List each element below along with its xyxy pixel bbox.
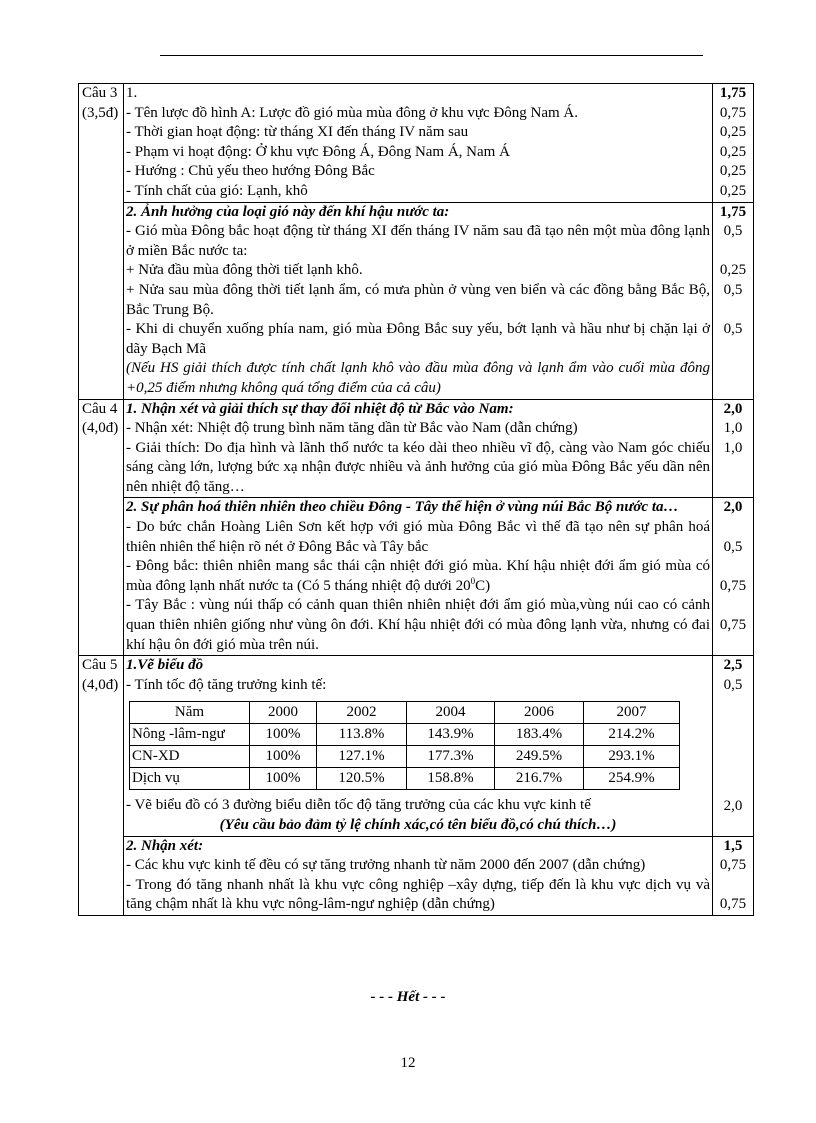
table-cell: 254.9% bbox=[584, 768, 680, 790]
q5-part2-content bbox=[124, 836, 713, 915]
table-cell: 158.8% bbox=[407, 768, 495, 790]
q3-part2-title: 2. Ảnh hưởng của loại gió này đến khí hậu nước ta: bbox=[126, 203, 450, 220]
degree-sup: 0 bbox=[470, 575, 476, 586]
q4-part2-content bbox=[124, 498, 713, 656]
q4-part2-para: - Tây Bắc : vùng núi thấp có cảnh quan thiên nhiên nhiệt đới ẩm gió mùa,vùng núi cao có cảnh quan thiên nhiên giống như vùng ôn đới. Khí hậu nhiệt đới có mùa đông lạnh vừa, nhưng có đai khí hậu ôn đới gió mùa trên núi. bbox=[126, 597, 710, 653]
q3-points: (3,5đ) bbox=[82, 104, 119, 121]
q5-part1-row bbox=[79, 656, 754, 836]
table-header-cell: 2007 bbox=[584, 702, 680, 724]
score: 0,5 bbox=[723, 321, 743, 338]
score: 0,75 bbox=[719, 577, 747, 594]
table-header-cell: 2000 bbox=[250, 702, 317, 724]
table-cell: 216.7% bbox=[495, 768, 584, 790]
q4-part2-row bbox=[79, 498, 754, 656]
score: 0,25 bbox=[719, 143, 747, 160]
table-cell: Nông -lâm-ngư bbox=[130, 724, 250, 746]
q3-part2-para: - Khi di chuyển xuống phía nam, gió mùa Đông Bắc suy yếu, bớt lạnh và hầu như bị chặn lại ở dãy Bạch Mã bbox=[126, 321, 710, 357]
q3-part2-row bbox=[79, 202, 754, 399]
q5-part2-title: 2. Nhận xét: bbox=[126, 837, 204, 854]
q3-part1-title: 1. bbox=[126, 85, 138, 101]
q5-part1-content bbox=[124, 656, 713, 836]
q3-part2-para: + Nửa sau mùa đông thời tiết lạnh ẩm, có mưa phùn ở vùng ven biển và các đồng bằng Bắc Bộ, Bắc Trung Bộ. bbox=[126, 281, 710, 318]
end-marker: - - - Hết - - - bbox=[370, 989, 446, 1005]
q3-label-cell bbox=[79, 84, 124, 400]
q5-part1-note: (Yêu cầu bảo đảm tỷ lệ chính xác,có tên biểu đồ,có chú thích…) bbox=[219, 817, 617, 833]
q5-part1-para: - Tính tốc độ tăng trưởng kinh tế: bbox=[126, 676, 327, 693]
q4-points: (4,0đ) bbox=[82, 420, 119, 437]
page-number: 12 bbox=[400, 1055, 416, 1071]
table-cell: Dịch vụ bbox=[130, 768, 250, 790]
q5-part1-para: - Vẽ biểu đồ có 3 đường biểu diễn tốc độ tăng trưởng của các khu vực kinh tế bbox=[126, 797, 591, 814]
q3-part1-line: - Hướng : Chủ yếu theo hướng Đông Bắc bbox=[126, 163, 375, 180]
table-header-cell: 2006 bbox=[495, 702, 584, 724]
table-cell: 100% bbox=[250, 724, 317, 746]
q4-label-cell bbox=[79, 399, 124, 656]
q3-part2-content bbox=[124, 202, 713, 399]
q4-part1-para: - Giải thích: Do địa hình và lãnh thổ nước ta kéo dài theo nhiều vĩ độ, càng vào Nam góc chiếu sáng càng lớn, lượng bức xạ nhận được nhiều và ảnh hưởng của gió mùa Đông Bắc yếu dần nên nên nhiệt độ tăng… bbox=[126, 439, 710, 495]
q4-part2-scores bbox=[713, 498, 754, 656]
score: 0,75 bbox=[719, 617, 747, 634]
q4-part2-title: 2. Sự phân hoá thiên nhiên theo chiều Đông - Tây thể hiện ở vùng núi Bắc Bộ nước ta… bbox=[126, 499, 679, 516]
q3-part2-para: + Nửa đầu mùa đông thời tiết lạnh khô. bbox=[126, 262, 363, 279]
table-cell: 100% bbox=[250, 768, 317, 790]
score: 0,5 bbox=[723, 223, 743, 240]
q4-part2-score: 2,0 bbox=[723, 499, 743, 516]
q3-label: Câu 3 bbox=[82, 85, 118, 101]
q5-part2-para: - Trong đó tăng nhanh nhất là khu vực công nghiệp –xây dựng, tiếp đến là khu vực dịch vụ và tăng chậm nhất là khu vực nông-lâm-ngư nghiệp (dẫn chứng) bbox=[126, 876, 710, 913]
q5-label: Câu 5 bbox=[82, 657, 118, 674]
score: 0,5 bbox=[723, 538, 743, 555]
q5-part1-title: 1.Vẽ biểu đồ bbox=[126, 657, 204, 674]
q4-part1-title: 1. Nhận xét và giải thích sự thay đổi nhiệt độ từ Bắc vào Nam: bbox=[126, 400, 514, 417]
table-cell: 214.2% bbox=[584, 724, 680, 746]
score: 0,75 bbox=[719, 857, 747, 874]
table-cell: CN-XD bbox=[130, 746, 250, 768]
answer-table bbox=[78, 83, 754, 916]
table-cell: 249.5% bbox=[495, 746, 584, 768]
q3-part1-line: - Phạm vi hoạt động: Ở khu vực Đông Á, Đông Nam Á, Nam Á bbox=[126, 143, 510, 160]
table-cell: 177.3% bbox=[407, 746, 495, 768]
q5-part2-score: 1,5 bbox=[723, 837, 743, 854]
q4-part1-score: 2,0 bbox=[723, 400, 743, 417]
q4-part2-p2-tail: C) bbox=[475, 577, 491, 594]
score: 1,0 bbox=[723, 420, 743, 437]
table-row bbox=[130, 768, 680, 790]
q3-part1-line: - Tính chất của gió: Lạnh, khô bbox=[126, 182, 308, 199]
score: 0,25 bbox=[719, 182, 747, 199]
growth-table bbox=[129, 701, 680, 790]
score: 0,25 bbox=[719, 262, 747, 279]
q5-part2-row bbox=[79, 836, 754, 915]
q4-label: Câu 4 bbox=[82, 400, 118, 417]
q5-part1-scores bbox=[713, 656, 754, 836]
q3-part1-content bbox=[124, 84, 713, 203]
q5-points: (4,0đ) bbox=[82, 676, 119, 693]
table-header-cell: 2002 bbox=[317, 702, 407, 724]
table-cell: 127.1% bbox=[317, 746, 407, 768]
q3-part2-scores bbox=[713, 202, 754, 399]
q3-part2-para: - Gió mùa Đông bắc hoạt động từ tháng XI đến tháng IV năm sau đã tạo nên một mùa đông lạnh ở miền Bắc nước ta: bbox=[126, 223, 710, 259]
table-header-cell: 2004 bbox=[407, 702, 495, 724]
q3-part1-row bbox=[79, 84, 754, 203]
q3-part2-note: (Nếu HS giải thích được tính chất lạnh khô vào đầu mùa đông và lạnh ẩm vào cuối mùa đông +0,25 điểm nhưng không quá tổng điểm của cả câu) bbox=[126, 360, 710, 396]
table-header-cell: Năm bbox=[130, 702, 250, 724]
q3-part1-line: - Tên lược đồ hình A: Lược đồ gió mùa mùa đông ở khu vực Đông Nam Á. bbox=[126, 104, 579, 121]
header-rule bbox=[160, 55, 703, 56]
q4-part2-para bbox=[126, 557, 710, 596]
score: 0,75 bbox=[719, 104, 747, 121]
score: 2,0 bbox=[723, 798, 743, 815]
q4-part1-para: - Nhận xét: Nhiệt độ trung bình năm tăng dần từ Bắc vào Nam (dẫn chứng) bbox=[126, 420, 578, 437]
q5-part2-scores bbox=[713, 836, 754, 915]
q5-label-cell bbox=[79, 656, 124, 916]
score: 0,5 bbox=[723, 281, 743, 298]
table-row bbox=[130, 746, 680, 768]
q5-part1-score: 2,5 bbox=[723, 657, 743, 674]
score: 1,0 bbox=[723, 439, 743, 456]
q4-part1-row bbox=[79, 399, 754, 498]
q4-part1-content bbox=[124, 399, 713, 498]
q4-part2-p2-text: - Đông bắc: thiên nhiên mang sắc thái cận nhiệt đới gió mùa. Khí hậu nhiệt đới ẩm gió mùa có mùa đông lạnh nhất nước ta (Có 5 tháng nhiệt độ dưới 20 bbox=[126, 558, 710, 594]
growth-table-header bbox=[130, 702, 680, 724]
table-cell: 120.5% bbox=[317, 768, 407, 790]
table-cell: 143.9% bbox=[407, 724, 495, 746]
table-row bbox=[130, 724, 680, 746]
q3-part1-score: 1,75 bbox=[719, 85, 747, 101]
q4-part2-para: - Do bức chắn Hoàng Liên Sơn kết hợp với gió mùa Đông Bắc vì thế đã tạo nên sự phân hoá thiên nhiên thể hiện rõ nét ở Đông Bắc và Tây bắc bbox=[126, 519, 710, 555]
q4-part1-scores bbox=[713, 399, 754, 498]
score: 0,25 bbox=[719, 124, 747, 141]
score: 0,5 bbox=[723, 676, 743, 693]
table-cell: 100% bbox=[250, 746, 317, 768]
q5-part2-para: - Các khu vực kinh tế đều có sự tăng trưởng nhanh từ năm 2000 đến 2007 (dẫn chứng) bbox=[126, 857, 646, 874]
table-cell: 113.8% bbox=[317, 724, 407, 746]
q3-part1-line: - Thời gian hoạt động: từ tháng XI đến tháng IV năm sau bbox=[126, 124, 469, 141]
score: 0,25 bbox=[719, 163, 747, 180]
score: 0,75 bbox=[719, 896, 747, 913]
table-cell: 183.4% bbox=[495, 724, 584, 746]
q3-part2-score: 1,75 bbox=[719, 203, 747, 220]
q3-part1-scores bbox=[713, 84, 754, 203]
table-cell: 293.1% bbox=[584, 746, 680, 768]
